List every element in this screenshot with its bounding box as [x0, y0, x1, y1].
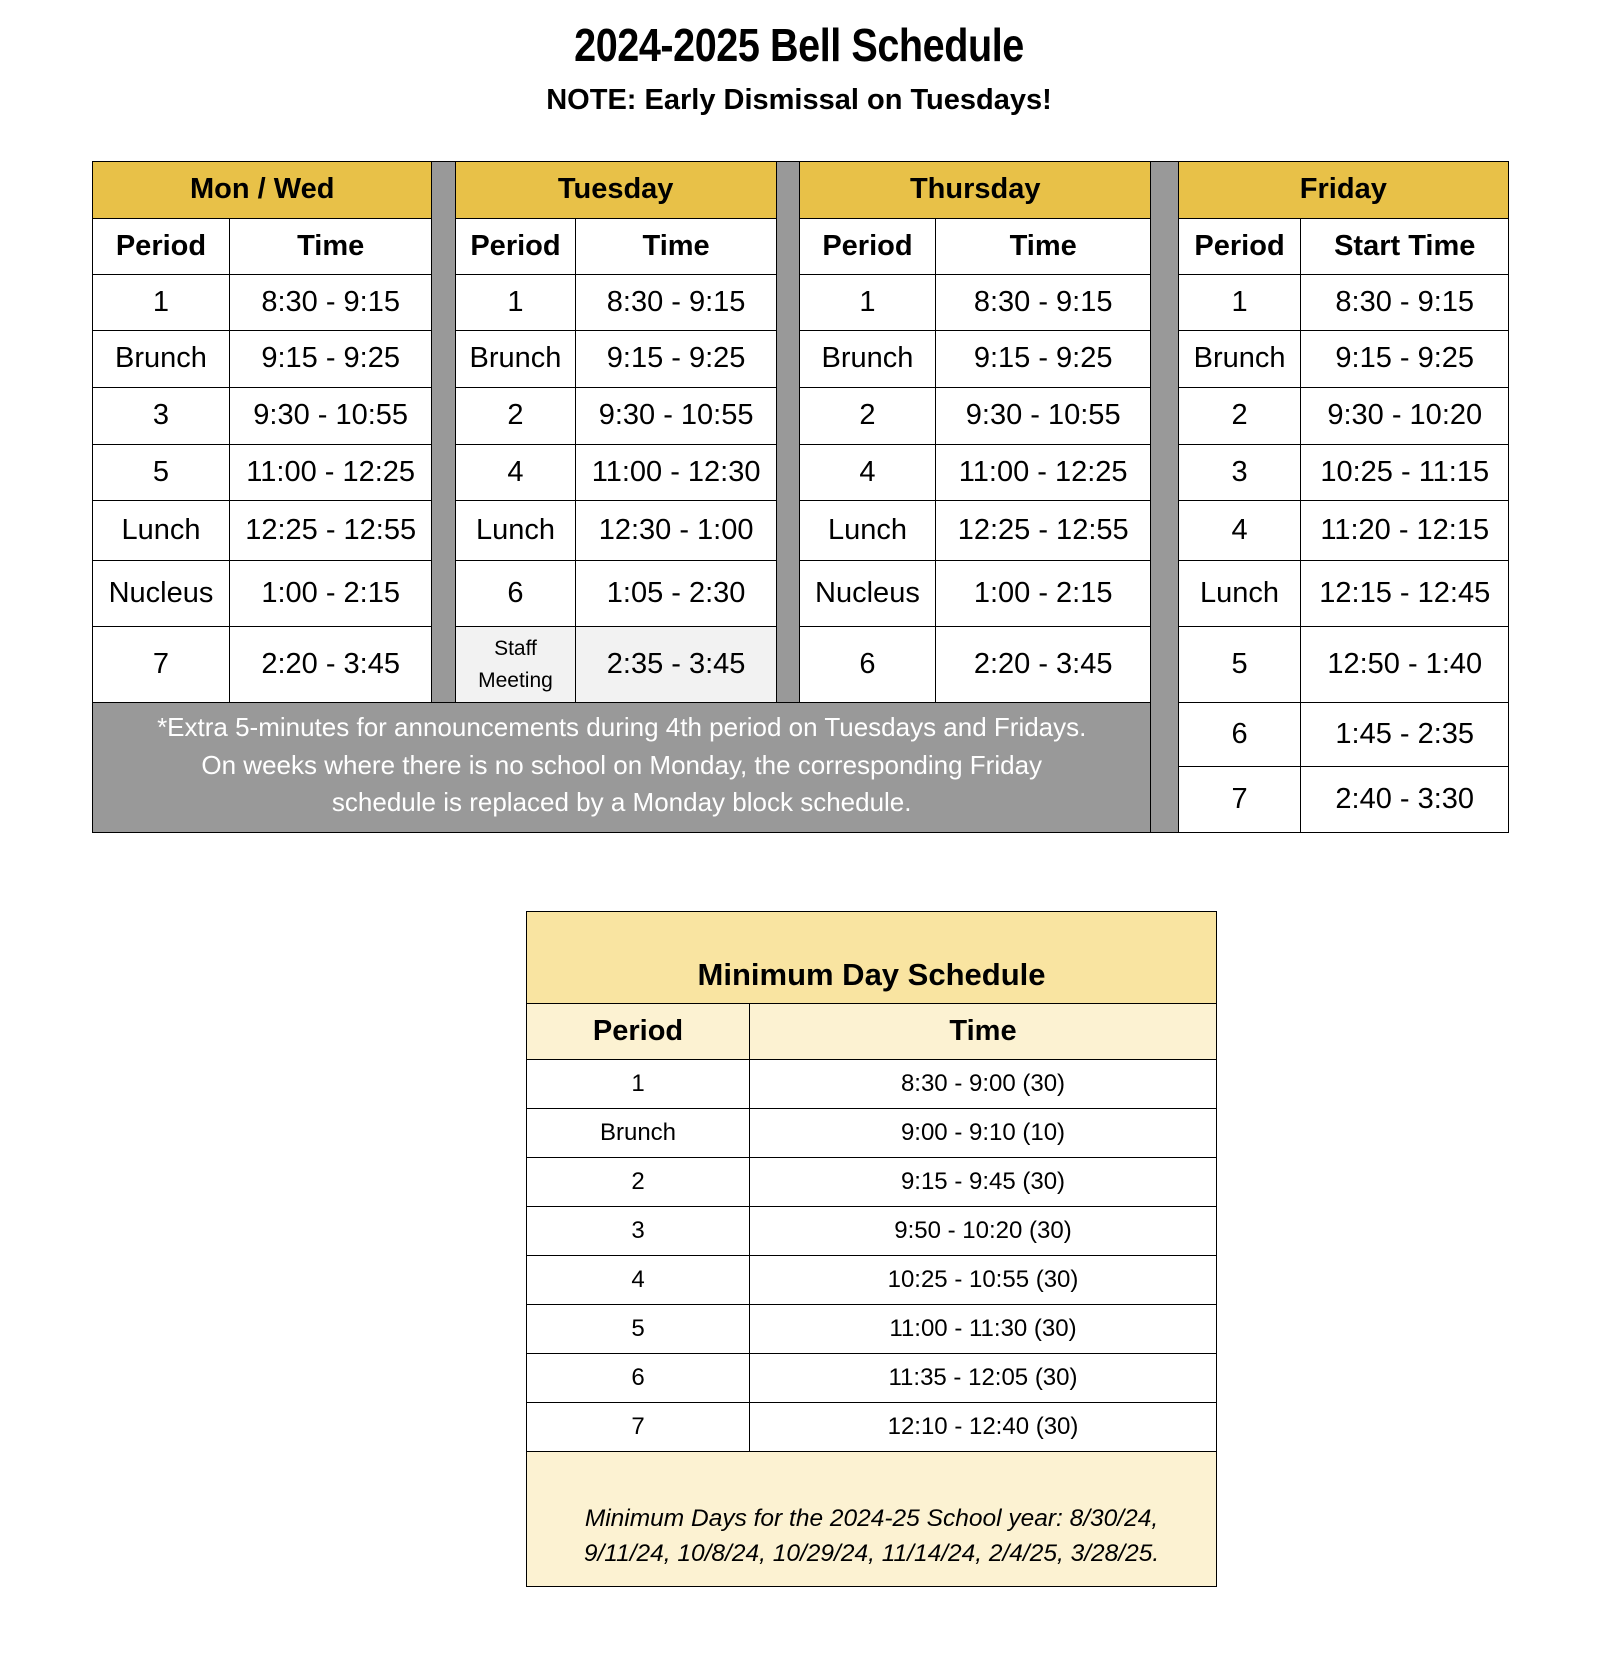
time-cell: 12:15 - 12:45: [1301, 561, 1509, 627]
time-cell: 11:35 - 12:05 (30): [750, 1354, 1217, 1403]
time-cell: 10:25 - 10:55 (30): [750, 1256, 1217, 1305]
time-cell: 2:20 - 3:45: [935, 627, 1151, 703]
period-cell: 2: [455, 388, 576, 445]
column-divider: [776, 162, 799, 703]
table-row: [527, 1256, 1217, 1305]
period-cell: Nucleus: [93, 561, 230, 627]
page-title: 2024-2025 Bell Schedule: [574, 19, 1024, 71]
time-cell: 9:15 - 9:25: [229, 331, 431, 388]
period-cell: 3: [527, 1207, 750, 1256]
time-cell: 2:20 - 3:45: [229, 627, 431, 703]
table-row: [93, 331, 1509, 388]
time-cell: 8:30 - 9:00 (30): [750, 1060, 1217, 1109]
minimum-days-note: [527, 1452, 1217, 1587]
minimum-day-table: [526, 911, 1217, 1587]
period-cell: 1: [93, 275, 230, 331]
period-cell: 6: [527, 1354, 750, 1403]
time-cell: 9:00 - 9:10 (10): [750, 1109, 1217, 1158]
time-cell: 11:00 - 12:25: [229, 445, 431, 501]
time-cell: 9:15 - 9:25: [935, 331, 1151, 388]
period-cell: 3: [1178, 445, 1301, 501]
time-cell: 1:45 - 2:35: [1301, 703, 1509, 767]
time-cell: 1:05 - 2:30: [576, 561, 776, 627]
early-dismissal-note: NOTE: Early Dismissal on Tuesdays!: [546, 84, 1052, 116]
period-cell: 1: [527, 1060, 750, 1109]
period-header: Period: [799, 219, 935, 275]
period-cell: 7: [527, 1403, 750, 1452]
period-cell: Brunch: [527, 1109, 750, 1158]
time-cell: 10:25 - 11:15: [1301, 445, 1509, 501]
day-header-thursday: Thursday: [799, 162, 1150, 219]
time-cell: 11:00 - 12:25: [935, 445, 1151, 501]
table-row: [93, 561, 1509, 627]
column-divider: [432, 162, 455, 703]
period-cell: Brunch: [93, 331, 230, 388]
period-cell: 6: [799, 627, 935, 703]
footnote-line: *Extra 5-minutes for announcements during 4th period on Tuesdays and Fridays.: [157, 711, 1087, 742]
table-row: [93, 703, 1509, 767]
table-row: [527, 1060, 1217, 1109]
staff-meeting-line2: Meeting: [478, 668, 553, 692]
period-header: Period: [527, 1004, 750, 1060]
period-cell: Brunch: [799, 331, 935, 388]
period-cell: 2: [1178, 388, 1301, 445]
period-header: Period: [1178, 219, 1301, 275]
day-header-monwed: Mon / Wed: [93, 162, 432, 219]
period-cell: Lunch: [799, 501, 935, 561]
minimum-days-note-line: 9/11/24, 10/8/24, 10/29/24, 11/14/24, 2/4/25, 3/28/25.: [583, 1540, 1160, 1568]
time-cell: 12:25 - 12:55: [229, 501, 431, 561]
period-cell: 1: [1178, 275, 1301, 331]
time-cell: 9:30 - 10:55: [935, 388, 1151, 445]
period-header: Period: [93, 219, 230, 275]
footnote-line: On weeks where there is no school on Monday, the corresponding Friday: [201, 749, 1043, 780]
period-cell: 4: [527, 1256, 750, 1305]
staff-meeting-line1: Staff: [494, 637, 537, 660]
time-cell: 9:15 - 9:25: [1301, 331, 1509, 388]
day-header-tuesday: Tuesday: [455, 162, 776, 219]
table-row: [93, 445, 1509, 501]
period-cell: 2: [799, 388, 935, 445]
period-cell: 7: [1178, 767, 1301, 833]
day-header-friday: Friday: [1178, 162, 1508, 219]
time-cell: 8:30 - 9:15: [229, 275, 431, 331]
time-header: Time: [935, 219, 1151, 275]
time-cell: 11:00 - 11:30 (30): [750, 1305, 1217, 1354]
time-cell: 12:25 - 12:55: [935, 501, 1151, 561]
table-row: [527, 1354, 1217, 1403]
period-cell: 6: [1178, 703, 1301, 767]
minimum-day-title: Minimum Day Schedule: [527, 912, 1217, 1004]
time-cell: 2:35 - 3:45: [576, 627, 776, 703]
bell-schedule-table: [92, 161, 1509, 833]
table-row: [527, 1305, 1217, 1354]
staff-meeting-cell: [455, 627, 576, 703]
period-cell: Lunch: [1178, 561, 1301, 627]
footnote-line: schedule is replaced by a Monday block schedule.: [331, 787, 912, 818]
table-row: [93, 627, 1509, 703]
period-cell: 5: [527, 1305, 750, 1354]
time-header: Time: [576, 219, 776, 275]
period-cell: Lunch: [93, 501, 230, 561]
time-cell: 8:30 - 9:15: [935, 275, 1151, 331]
table-row: [93, 388, 1509, 445]
minimum-days-note-line: Minimum Days for the 2024-25 School year: 8/30/24,: [584, 1504, 1159, 1532]
time-header: Time: [229, 219, 431, 275]
time-cell: 11:20 - 12:15: [1301, 501, 1509, 561]
time-header: Time: [750, 1004, 1217, 1060]
period-cell: Brunch: [455, 331, 576, 388]
period-cell: 7: [93, 627, 230, 703]
time-cell: 12:30 - 1:00: [576, 501, 776, 561]
period-header: Period: [455, 219, 576, 275]
footnote-cell: [93, 703, 1151, 833]
period-cell: 4: [1178, 501, 1301, 561]
time-cell: 9:30 - 10:20: [1301, 388, 1509, 445]
period-cell: 1: [455, 275, 576, 331]
start-time-header: Start Time: [1301, 219, 1509, 275]
period-cell: Nucleus: [799, 561, 935, 627]
table-row: [527, 1403, 1217, 1452]
table-row: [93, 275, 1509, 331]
table-row: [527, 1109, 1217, 1158]
column-header-row: [93, 219, 1509, 275]
period-cell: 4: [455, 445, 576, 501]
time-cell: 9:30 - 10:55: [229, 388, 431, 445]
table-row: [93, 501, 1509, 561]
period-cell: 1: [799, 275, 935, 331]
period-cell: 3: [93, 388, 230, 445]
time-cell: 9:15 - 9:45 (30): [750, 1158, 1217, 1207]
table-row: [527, 1158, 1217, 1207]
period-cell: 4: [799, 445, 935, 501]
day-header-row: [93, 162, 1509, 219]
time-cell: 8:30 - 9:15: [1301, 275, 1509, 331]
time-cell: 8:30 - 9:15: [576, 275, 776, 331]
column-divider: [1151, 162, 1178, 833]
time-cell: 11:00 - 12:30: [576, 445, 776, 501]
time-cell: 1:00 - 2:15: [229, 561, 431, 627]
time-cell: 9:30 - 10:55: [576, 388, 776, 445]
period-cell: 2: [527, 1158, 750, 1207]
time-cell: 1:00 - 2:15: [935, 561, 1151, 627]
time-cell: 12:50 - 1:40: [1301, 627, 1509, 703]
period-cell: Brunch: [1178, 331, 1301, 388]
table-row: [527, 1207, 1217, 1256]
period-cell: 6: [455, 561, 576, 627]
time-cell: 9:50 - 10:20 (30): [750, 1207, 1217, 1256]
period-cell: 5: [93, 445, 230, 501]
period-cell: Lunch: [455, 501, 576, 561]
time-cell: 9:15 - 9:25: [576, 331, 776, 388]
time-cell: 2:40 - 3:30: [1301, 767, 1509, 833]
period-cell: 5: [1178, 627, 1301, 703]
time-cell: 12:10 - 12:40 (30): [750, 1403, 1217, 1452]
